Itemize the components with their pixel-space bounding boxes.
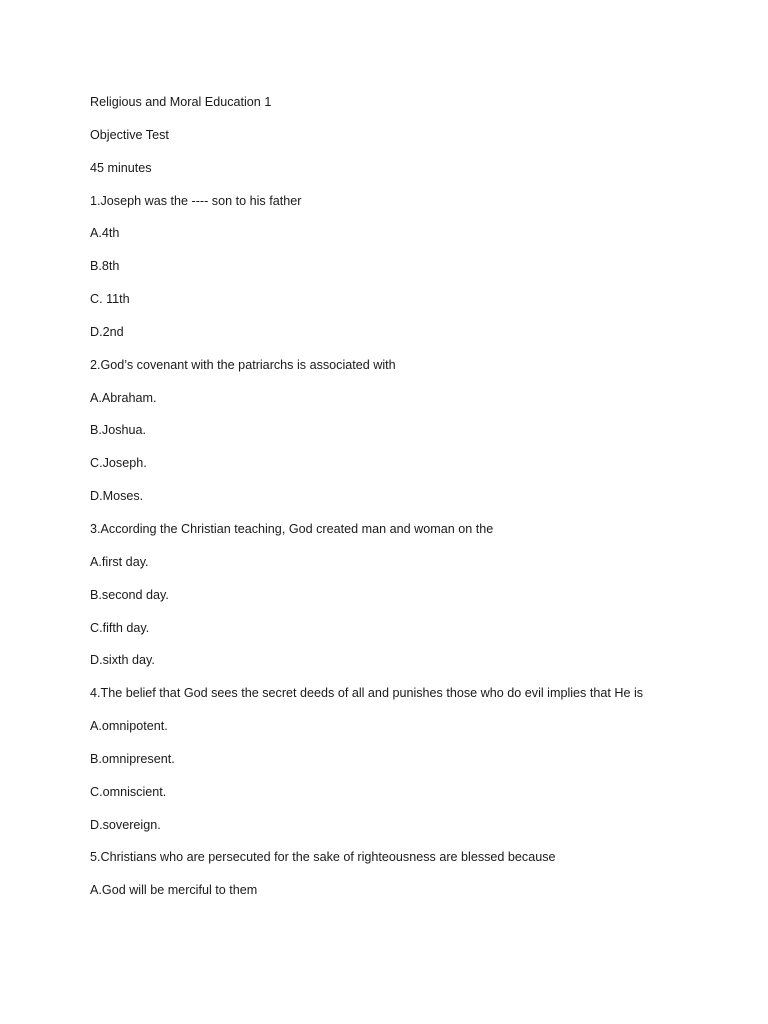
question-1 <box>90 191 730 355</box>
answer-option: B.8th <box>90 259 120 274</box>
document-body <box>90 92 730 913</box>
answer-option: C.omniscient. <box>90 784 167 799</box>
question-4 <box>90 683 730 847</box>
answer-option: D.2nd <box>90 324 124 339</box>
question-5 <box>90 847 730 913</box>
answer-option: A.4th <box>90 226 120 241</box>
document-duration: 45 minutes <box>90 160 152 175</box>
answer-option: D.sovereign. <box>90 817 161 832</box>
answer-option: A.God will be merciful to them <box>90 883 258 898</box>
answer-option: C.fifth day. <box>90 620 150 635</box>
document-title: Religious and Moral Education 1 <box>90 95 272 109</box>
answer-option: B.omnipresent. <box>90 751 175 766</box>
answer-option: C. 11th <box>90 292 130 307</box>
question-3 <box>90 519 730 683</box>
answer-option: B.second day. <box>90 587 169 602</box>
question-stem: 2.God’s covenant with the patriarchs is associated with <box>90 357 396 372</box>
answer-option: A.omnipotent. <box>90 719 168 734</box>
question-stem: 5.Christians who are persecuted for the sake of righteousness are blessed because <box>90 850 556 865</box>
answer-option: B.Joshua. <box>90 423 147 438</box>
question-stem: 3.According the Christian teaching, God created man and woman on the <box>90 521 494 536</box>
answer-option: A.first day. <box>90 554 149 569</box>
answer-option: D.sixth day. <box>90 653 155 668</box>
answer-option: C.Joseph. <box>90 456 147 471</box>
question-stem: 1.Joseph was the ---- son to his father <box>90 193 302 208</box>
question-2 <box>90 355 730 519</box>
answer-option: A.Abraham. <box>90 390 157 405</box>
question-stem: 4.The belief that God sees the secret deeds of all and punishes those who do evil implies that He is <box>90 686 644 701</box>
answer-option: D.Moses. <box>90 489 144 504</box>
document-subtitle: Objective Test <box>90 127 169 142</box>
